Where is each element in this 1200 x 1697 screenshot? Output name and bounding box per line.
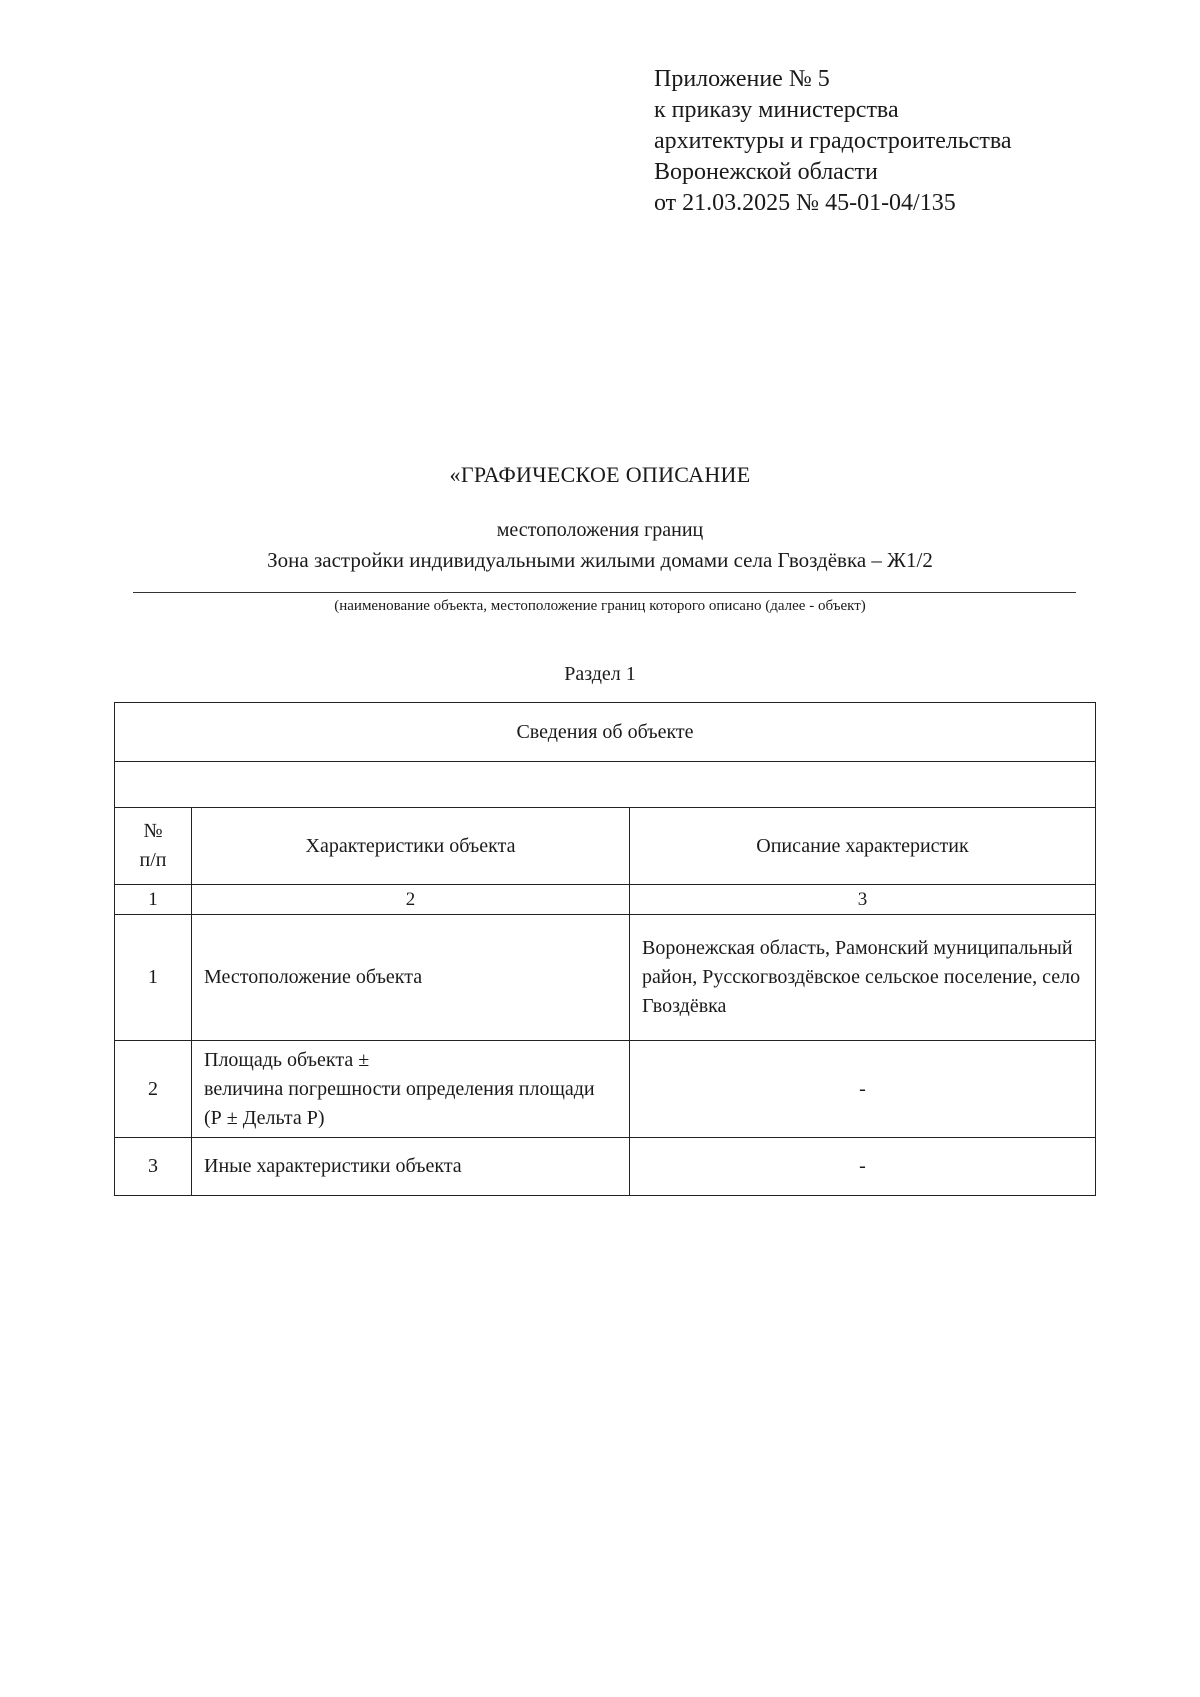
header-characteristic: Характеристики объекта <box>192 808 630 885</box>
column-number-row <box>115 885 1096 915</box>
object-name-note: (наименование объекта, местоположение границ которого описано (далее - объект) <box>334 598 866 614</box>
column-number: 3 <box>630 885 1096 915</box>
object-name-underline <box>133 592 1076 593</box>
column-number: 2 <box>192 885 630 915</box>
table-title-row <box>115 703 1096 762</box>
appendix-line: Приложение № 5 <box>654 66 830 92</box>
row-description: - <box>630 1138 1096 1196</box>
column-number: 1 <box>115 885 192 915</box>
appendix-line: архитектуры и градостроительства <box>654 128 1012 154</box>
row-characteristic: Иные характеристики объекта <box>192 1138 630 1196</box>
section-label: Раздел 1 <box>564 663 636 685</box>
table-empty-cell <box>115 762 1096 808</box>
table-row <box>115 1138 1096 1196</box>
row-description: Воронежская область, Рамонский муниципальный район, Русскогвоздёвское сельское поселение, село Гвоздёвка <box>630 915 1096 1041</box>
row-num: 3 <box>115 1138 192 1196</box>
table-empty-row <box>115 762 1096 808</box>
row-num: 1 <box>115 915 192 1041</box>
row-characteristic: Местоположение объекта <box>192 915 630 1041</box>
object-name: Зона застройки индивидуальными жилыми домами села Гвоздёвка – Ж1/2 <box>267 548 933 572</box>
header-num: № п/п <box>115 808 192 885</box>
appendix-line: от 21.03.2025 № 45-01-04/135 <box>654 190 956 216</box>
table-row <box>115 915 1096 1041</box>
row-description: - <box>630 1041 1096 1138</box>
header-description: Описание характеристик <box>630 808 1096 885</box>
appendix-line: к приказу министерства <box>654 97 899 123</box>
document-title: «ГРАФИЧЕСКОЕ ОПИСАНИЕ <box>449 462 751 487</box>
document-subtitle: местоположения границ <box>496 519 704 541</box>
table-title: Сведения об объекте <box>115 703 1096 762</box>
object-info-table <box>114 702 1096 1196</box>
table-row <box>115 1041 1096 1138</box>
row-num: 2 <box>115 1041 192 1138</box>
appendix-line: Воронежской области <box>654 159 878 185</box>
table-header-row <box>115 808 1096 885</box>
row-characteristic: Площадь объекта ± величина погрешности определения площади (Р ± Дельта Р) <box>192 1041 630 1138</box>
appendix-block <box>654 64 1154 219</box>
